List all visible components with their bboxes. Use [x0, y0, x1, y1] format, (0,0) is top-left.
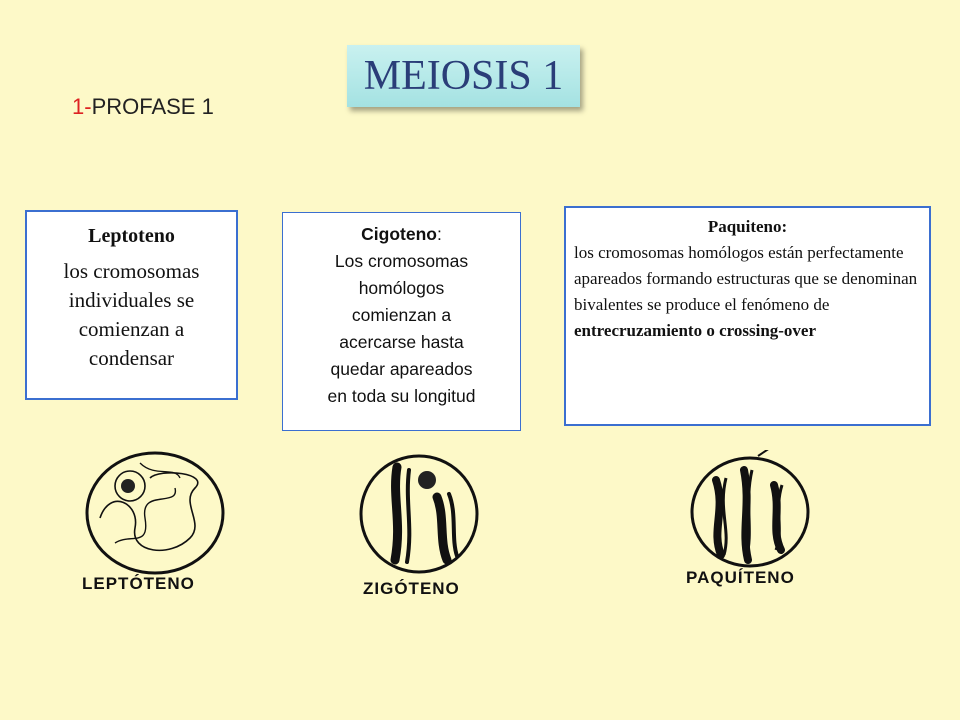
- cigoteno-line: en toda su longitud: [327, 386, 476, 406]
- cigoteno-box: [282, 212, 521, 431]
- zigoteno-cell-illustration: [357, 452, 482, 577]
- section-subtitle: [72, 94, 214, 120]
- paquiteno-box: [564, 206, 931, 426]
- leptoteno-line: condensar: [88, 346, 175, 370]
- subtitle-text: PROFASE 1: [91, 94, 214, 119]
- leptoteno-line: los cromosomas: [63, 259, 200, 283]
- leptoteno-line: comienzan a: [78, 317, 185, 341]
- cigoteno-line: acercarse hasta: [339, 332, 464, 352]
- cigoteno-colon: :: [436, 224, 442, 244]
- paquiteno-heading: Paquiteno:: [707, 217, 788, 236]
- paquiteno-cell-illustration: [686, 450, 816, 570]
- page-title: MEIOSIS 1: [347, 45, 580, 107]
- cigoteno-line: Los cromosomas: [334, 251, 469, 271]
- cigoteno-line: comienzan a: [351, 305, 452, 325]
- leptoteno-cell-illustration: [80, 448, 230, 578]
- leptoteno-heading: Leptoteno: [88, 225, 175, 247]
- subtitle-number: 1-: [72, 94, 92, 119]
- paquiteno-body: los cromosomas homólogos están perfectamente apareados formando estructuras que se denominan bivalentes se produce el fenómeno de: [574, 243, 918, 314]
- zigoteno-caption: ZIGÓTENO: [363, 579, 460, 598]
- cigoteno-line: homólogos: [358, 278, 445, 298]
- cigoteno-heading-line: [283, 221, 520, 248]
- paquiteno-body-bold: entrecruzamiento o crossing-over: [574, 321, 817, 340]
- cigoteno-line: quedar apareados: [330, 359, 473, 379]
- leptoteno-box: [25, 210, 238, 400]
- paquiteno-caption: PAQUÍTENO: [686, 568, 795, 587]
- leptoteno-caption: LEPTÓTENO: [82, 574, 195, 593]
- cigoteno-heading: Cigoteno: [361, 224, 437, 244]
- leptoteno-line: individuales se: [68, 288, 195, 312]
